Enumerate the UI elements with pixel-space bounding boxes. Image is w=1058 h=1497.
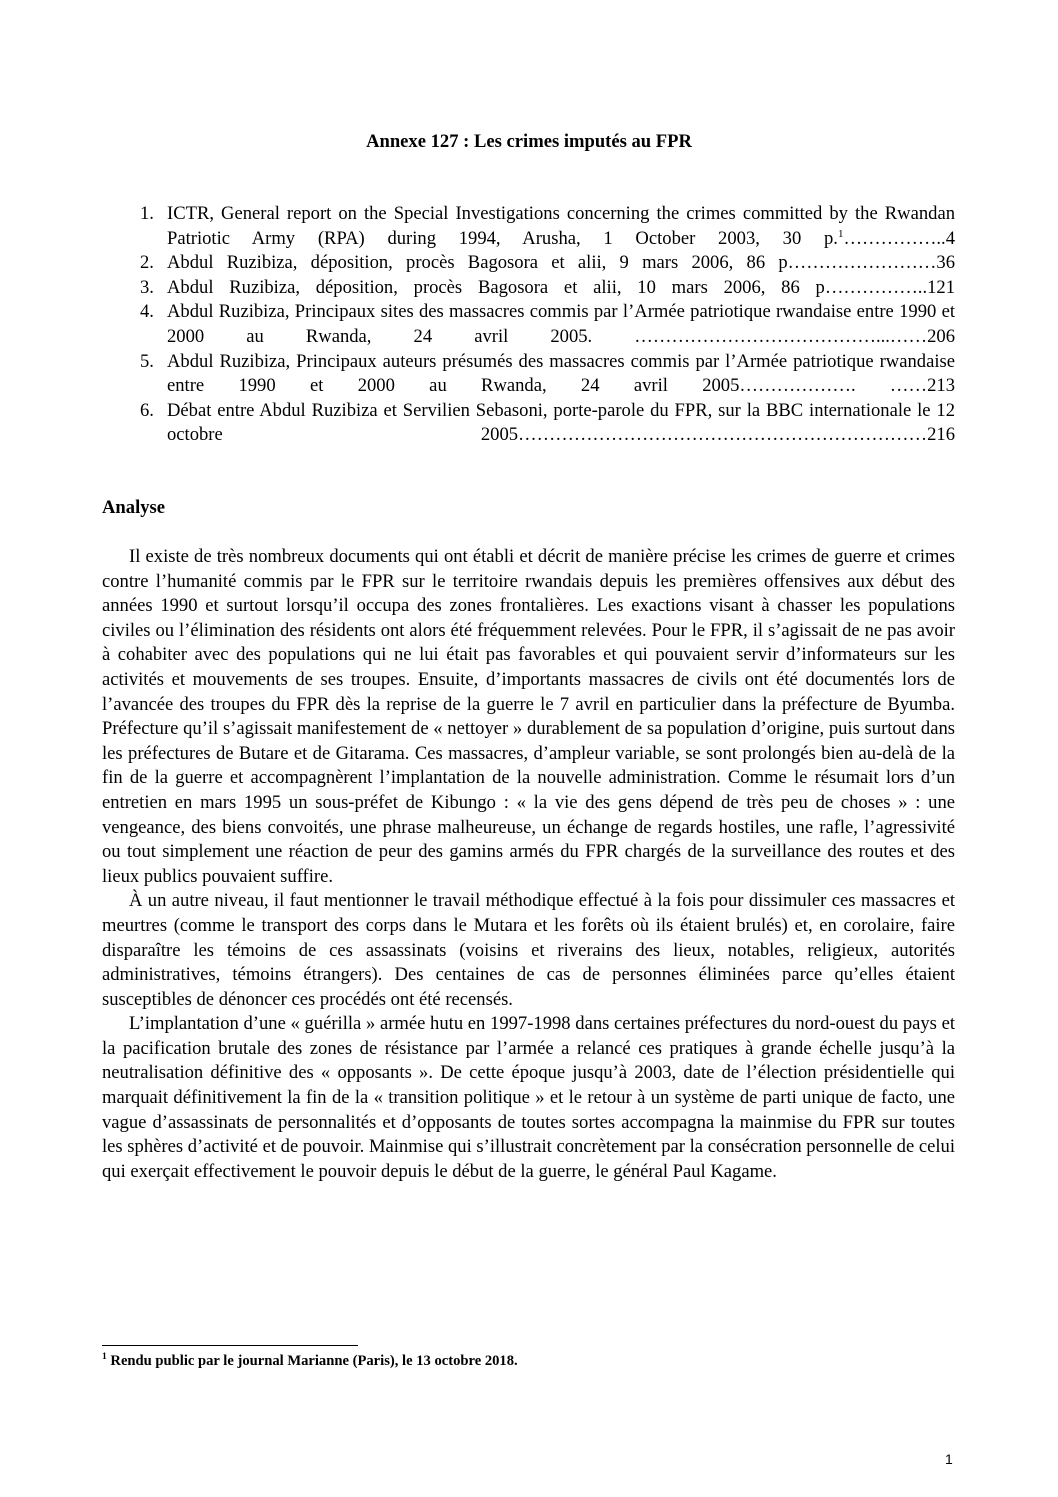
page-title: Annexe 127 : Les crimes imputés au FPR [366, 131, 692, 152]
annex-contents-list [140, 202, 955, 448]
footnote [102, 1352, 955, 1370]
list-item [140, 350, 955, 399]
paragraph: Il existe de très nombreux documents qui ont établi et décrit de manière précise les crimes de guerre et crimes contre l’humanité commis par le FPR sur le territoire rwandais depuis les premières offensives aux début des années 1990 et surtout lorsqu’il occupa des zones frontalières. Les exactions visant à chasser les populations civiles ou l’élimination des résidents ont alors été fréquemment relevées. Pour le FPR, il s’agissait de ne pas avoir à cohabiter avec des populations qui ne lui était pas favorables et qui pouvaient servir d’informateurs sur les activités et mouvements de ses troupes. Ensuite, d’importants massacres de civils ont été documentés lors de l’avancée des troupes du FPR dès la reprise de la guerre le 7 avril en particulier dans la préfecture de Byumba. Préfecture qu’il s’agissait manifestement de « nettoyer » durablement de sa population d’origine, puis surtout dans les préfectures de Butare et de Gitarama. Ces massacres, d’ampleur variable, se sont prolongés bien au-delà de la fin de la guerre et accompagnèrent l’implantation de la nouvelle administration. Comme le résumait lors d’un entretien en mars 1995 un sous-préfet de Kibungo : « la vie des gens dépend de très peu de choses » : une vengeance, des biens convoités, une phrase malheureuse, un échange de regards hostiles, une rafle, l’agressivité ou tout simplement une réaction de peur des gamins armés du FPR chargés de la surveillance des routes et des lieux publics pouvaient suffire. [102, 546, 955, 887]
list-item-text: Débat entre Abdul Ruzibiza et Servilien Sebasoni, porte-parole du FPR, sur la BBC internationale le 12 octobre 2005…………………………………………………………216 [167, 399, 955, 446]
list-item-number: 3. [140, 276, 154, 298]
footnote-text: Rendu public par le journal Marianne (Paris), le 13 octobre 2018. [110, 1353, 518, 1369]
footnote-ref[interactable]: 1 [837, 227, 844, 240]
list-item [140, 251, 955, 276]
list-item-number: 1. [140, 203, 154, 224]
list-item-number: 6. [140, 399, 154, 421]
list-item [140, 276, 955, 301]
analysis-body [102, 545, 955, 1184]
list-item-text: Abdul Ruzibiza, Principaux sites des massacres commis par l’Armée patriotique rwandaise entre 1990 et 2000 au Rwanda, 24 avril 2005. …………………………………...……206 [167, 301, 955, 347]
list-item [140, 300, 955, 349]
list-item-text: Abdul Ruzibiza, déposition, procès Bagosora et alii, 9 mars 2006, 86 p……………………36 [167, 252, 955, 274]
list-item-number: 5. [140, 350, 154, 372]
paragraph: L’implantation d’une « guérilla » armée hutu en 1997-1998 dans certaines préfectures du nord-ouest du pays et la pacification brutale des zones de résistance par l’armée a relancé ces pratiques à grande échelle jusqu’à la neutralisation définitive des « opposants ». De cette époque jusqu’à 2003, date de l’élection présidentielle qui marquait définitivement la fin de la « transition politique » et le retour à un système de parti unique de facto, une vague d’assassinats de personnalités et d’opposants de toutes sortes accompagna la mainmise du FPR sur toutes les sphères d’activité et de pouvoir. Mainmise qui s’illustrait concrètement par la consécration personnelle de celui qui exerçait effectivement le pouvoir depuis le début de la guerre, le général Paul Kagame. [102, 1013, 955, 1182]
list-item [140, 202, 955, 251]
list-item-text: Abdul Ruzibiza, Principaux auteurs présumés des massacres commis par l’Armée patriotique rwandaise entre 1990 et 2000 au Rwanda, 24 avril 2005………………. ……213 [167, 350, 955, 397]
list-item [140, 399, 955, 448]
footnote-separator [102, 1345, 358, 1346]
list-item-number: 4. [140, 301, 154, 323]
paragraph: À un autre niveau, il faut mentionner le travail méthodique effectué à la fois pour dissimuler ces massacres et meurtres (comme le transport des corps dans le Mutara et les forêts où ils étaient brulés) et, en corolaire, faire disparaître les témoins de ces assassinats (voisins et riverains des lieux, notables, religieux, autorités administratives, témoins étrangers). Des centaines de cas de personnes éliminées parce qu’elles étaient susceptibles de dénoncer ces procédés ont été recensés. [102, 890, 955, 1010]
list-item-number: 2. [140, 252, 154, 274]
footnote-number: 1 [102, 1352, 107, 1363]
page-number: 1 [945, 1451, 953, 1467]
list-item-text: Abdul Ruzibiza, déposition, procès Bagosora et alii, 10 mars 2006, 86 p……………..121 [167, 276, 955, 298]
list-item-text: ICTR, General report on the Special Investigations concerning the crimes committed by the Rwandan Patriotic Army (RPA) during 1994, Arusha, 1 October 2003, 30 p. [167, 203, 955, 249]
list-item-page: ……………..4 [843, 227, 955, 249]
section-heading: Analyse [102, 497, 166, 518]
